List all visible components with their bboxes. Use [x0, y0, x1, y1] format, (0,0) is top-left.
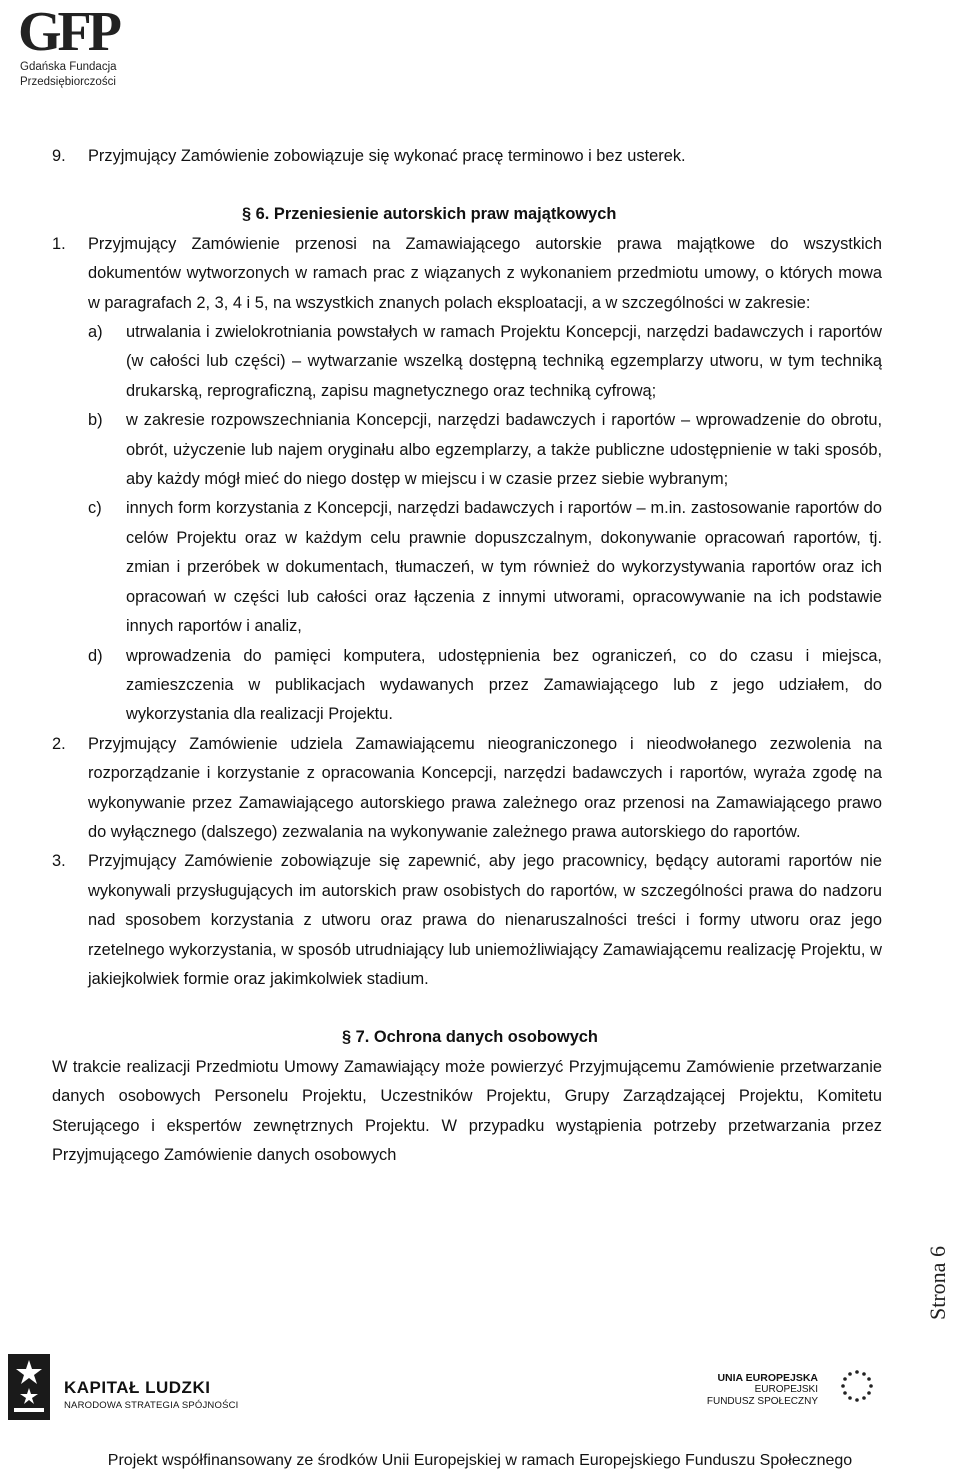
sub-list-text: wprowadzenia do pamięci komputera, udostępnienia bez ograniczeń, co do czasu i miejsca, zamieszczenia w publikacjach wydawanych przez Zamawiającego lub z jego udziałem, do wykorzystania dla realizacji Projektu.: [126, 646, 882, 724]
kapital-ludzki-subtitle: NARODOWA STRATEGIA SPÓJNOŚCI: [64, 1400, 239, 1411]
gfp-logo-line2: Przedsiębiorczości: [20, 76, 116, 88]
footer-logos: [0, 1350, 960, 1430]
sub-list-item: [52, 494, 882, 641]
list-text: Przyjmujący Zamówienie udziela Zamawiającemu nieograniczonego i nieodwołanego zezwolenia na rozporządzanie i korzystanie z opracowania Koncepcji, narzędzi badawczych i raportów, wyraża zgodę na wykonywanie przez Zamawiającego autorskiego prawa zależnego oraz przenosi na Zamawiającego prawo do wyłącznego (dalszego) zezwalania na wykonywanie zależnego prawa autorskiego do raportów.: [88, 734, 882, 841]
cofinance-note: Projekt współfinansowany ze środków Unii Europejskiej w ramach Europejskiego Funduszu Społecznego: [107, 1452, 853, 1469]
ue-logo-text: [700, 1372, 818, 1408]
sub-list-text: innych form korzystania z Koncepcji, narzędzi badawczych i raportów – m.in. zastosowanie raportów do celów Projektu oraz w każdym celu prawnie dopuszczalnym, dokonywanie opracowań raportów, tj. zmian i przeróbek w dokumentach, tłumaczeń, w tym również do wykorzystywania raportów oraz ich opracowań w części lub całości oraz łączenia z innymi utworami, opracowywanie na ich podstawie innych raportów i analiz,: [126, 499, 882, 636]
section-7-paragraph: W trakcie realizacji Przedmiotu Umowy Zamawiający może powierzyć Przyjmującemu Zamówienie przetwarzanie danych osobowych Personelu Projektu, Uczestników Projektu, Grupy Zarządzającej Projektu, Komitetu Sterującego i ekspertów zewnętrznych Projektu. W przypadku wystąpienia potrzeby przetwarzania przez Przyjmującego Zamówienie danych osobowych: [52, 1057, 882, 1164]
ue-line1: UNIA EUROPEJSKA: [717, 1372, 818, 1384]
section-7-heading: § 7. Ochrona danych osobowych: [342, 1028, 598, 1047]
list-number: 1.: [52, 234, 66, 253]
section-6-heading: § 6. Przeniesienie autorskich praw majątkowych: [242, 205, 617, 224]
sub-list-letter: a): [88, 323, 103, 342]
list-text: Przyjmujący Zamówienie zobowiązuje się zapewnić, aby jego pracownicy, będący autorami raportów nie wykonywali przysługujących im autorskich praw osobistych do raportów, w szczególności prawa do nadzoru nad sposobem korzystania z utworu oraz prawa do nienaruszalności treści i formy utworu oraz jego rzetelnego wykorzystania, w sposób utrudniający lub uniemożliwiający Zamawiającemu realizację Projektu, w jakiejkolwiek formie oraz jakimkolwiek stadium.: [88, 852, 882, 988]
list-text: Przyjmujący Zamówienie zobowiązuje się wykonać pracę terminowo i bez usterek.: [88, 147, 686, 165]
gfp-logo: [18, 2, 138, 94]
sub-list-item: [52, 318, 882, 406]
list-item: [52, 230, 882, 318]
sub-list-letter: b): [88, 411, 103, 430]
kapital-ludzki-logo: [64, 1378, 239, 1411]
kapital-ludzki-title: KAPITAŁ LUDZKI: [64, 1378, 211, 1397]
list-text: Przyjmujący Zamówienie przenosi na Zamawiającego autorskie prawa majątkowe do wszystkich dokumentów wytworzonych w ramach prac z wiązanych z wykonaniem przedmiotu umowy, o których mowa w paragrafach 2, 3, 4 i 5, na wszystkich znanych polach eksploatacji, a w szczególności w zakresie:: [88, 234, 882, 312]
kapital-ludzki-emblem-icon: [8, 1354, 50, 1420]
sub-list-letter: d): [88, 646, 103, 665]
sub-list-item: [52, 406, 882, 494]
sub-list-letter: c): [88, 499, 102, 518]
list-item: [52, 847, 882, 994]
sub-list-item: [52, 642, 882, 730]
page-number: [925, 1180, 960, 1330]
sub-list-text: utrwalania i zwielokrotniania powstałych w ramach Projektu Koncepcji, narzędzi badawczych i raportów (w całości lub części) – wytwarzanie wszelką dostępną techniką egzemplarzy utworu, w tym techniką drukarską, reprograficzną, zapisu magnetycznego oraz techniką cyfrową;: [126, 323, 882, 400]
sub-list-text: w zakresie rozpowszechniania Koncepcji, narzędzi badawczych i raportów – wprowadzenie do obrotu, obrót, użyczenie lub najem oryginału albo egzemplarzy, a także publiczne udostępnienie w taki sposób, aby każdy mógł mieć do niego dostęp w miejscu i w czasie przez siebie wybranym;: [126, 411, 882, 489]
document-body: [52, 142, 882, 1170]
list-item: [52, 730, 882, 848]
list-item: [52, 142, 882, 171]
ue-line2: EUROPEJSKI: [754, 1384, 818, 1395]
gfp-logo-line1: Gdańska Fundacja: [20, 61, 117, 73]
ue-line3: FUNDUSZ SPOŁECZNY: [706, 1396, 818, 1407]
page-number-text: Strona 6: [925, 1246, 950, 1320]
gfp-logo-mark: GFP: [18, 1, 118, 63]
list-number: 9.: [52, 147, 66, 165]
list-number: 2.: [52, 734, 66, 753]
list-number: 3.: [52, 852, 66, 871]
eu-flag-icon: [832, 1366, 882, 1406]
